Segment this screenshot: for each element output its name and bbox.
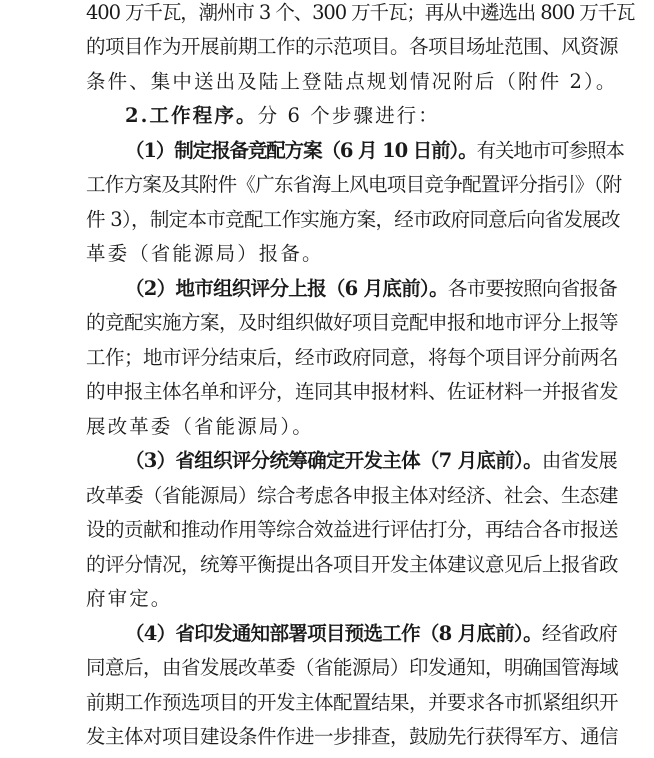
text-run: 同意后，由省发展改革委（省能源局）印发通知，明确国管海域 — [86, 656, 619, 679]
text-line — [86, 415, 314, 439]
text-line — [86, 691, 618, 715]
text-line — [86, 70, 617, 94]
step-heading: （2）地市组织评分上报（6 月底前）。 — [125, 277, 448, 300]
step-heading: （1）制定报备竞配方案（6 月 10 日前）。 — [125, 139, 477, 162]
text-run: 改革委（省能源局）综合考虑各申报主体对经济、社会、生态建 — [86, 484, 619, 507]
text-line — [86, 311, 618, 335]
text-line — [125, 277, 617, 301]
text-line — [86, 242, 324, 266]
text-line — [86, 35, 618, 59]
text-line — [86, 380, 618, 404]
text-run: 展改革委（省能源局）。 — [86, 415, 314, 438]
text-run: 件 3），制定本市竞配工作实施方案，经市政府同意后向省发展改 — [86, 208, 620, 231]
text-run: 的竞配实施方案，及时组织做好项目竞配申报和地市评分上报等 — [86, 311, 619, 334]
text-line — [125, 104, 440, 128]
text-line — [86, 1, 634, 25]
text-run: 的评分情况，统筹平衡提出各项目开发主体建议意见后上报省政 — [86, 553, 619, 576]
text-run: 有关地市可参照本 — [476, 139, 624, 162]
text-run: 工作方案及其附件《广东省海上风电项目竞争配置评分指引》（附 — [86, 173, 622, 196]
text-line — [86, 553, 618, 577]
text-run: 经省政府 — [541, 622, 618, 645]
section-heading: 2.工作程序。 — [125, 104, 258, 127]
text-line — [86, 208, 620, 232]
text-line — [86, 656, 618, 680]
text-run: 工作；地市评分结束后，经市政府同意，将每个项目评分前两名 — [86, 346, 619, 369]
text-run: 条件、集中送出及陆上登陆点规划情况附后（附件 2）。 — [86, 70, 618, 93]
step-heading: （3）省组织评分统筹确定开发主体（7 月底前）。 — [125, 449, 542, 472]
text-line — [86, 346, 618, 370]
text-run: 革委（省能源局）报备。 — [86, 242, 324, 265]
text-run: 府审定。 — [86, 587, 173, 610]
text-run: 400 万千瓦，潮州市 3 个、300 万千瓦；再从中遴选出 800 万千瓦 — [86, 1, 635, 24]
text-line — [86, 587, 172, 611]
text-line — [86, 725, 618, 749]
text-run: 设的贡献和推动作用等综合效益进行评估打分，再结合各市报送 — [86, 518, 619, 541]
text-run: 的项目作为开展前期工作的示范项目。各项目场址范围、风资源 — [86, 35, 619, 58]
step-heading: （4）省印发通知部署项目预选工作（8 月底前）。 — [125, 622, 542, 645]
text-run: 各市要按照向省报备 — [447, 277, 618, 300]
text-line — [125, 139, 624, 163]
text-line — [125, 622, 617, 646]
text-run: 的申报主体名单和评分，连同其申报材料、佐证材料一并报省发 — [86, 380, 619, 403]
text-line — [86, 484, 618, 508]
text-line — [86, 173, 621, 197]
text-line — [86, 518, 618, 542]
text-line — [125, 449, 617, 473]
text-run: 发主体对项目建设条件作进一步排查，鼓励先行获得军方、通信 — [86, 725, 619, 748]
text-run: 前期工作预选项目的开发主体配置结果，并要求各市抓紧组织开 — [86, 691, 619, 714]
text-run: 分 6 个步骤进行： — [257, 104, 440, 127]
text-run: 由省发展 — [541, 449, 618, 472]
